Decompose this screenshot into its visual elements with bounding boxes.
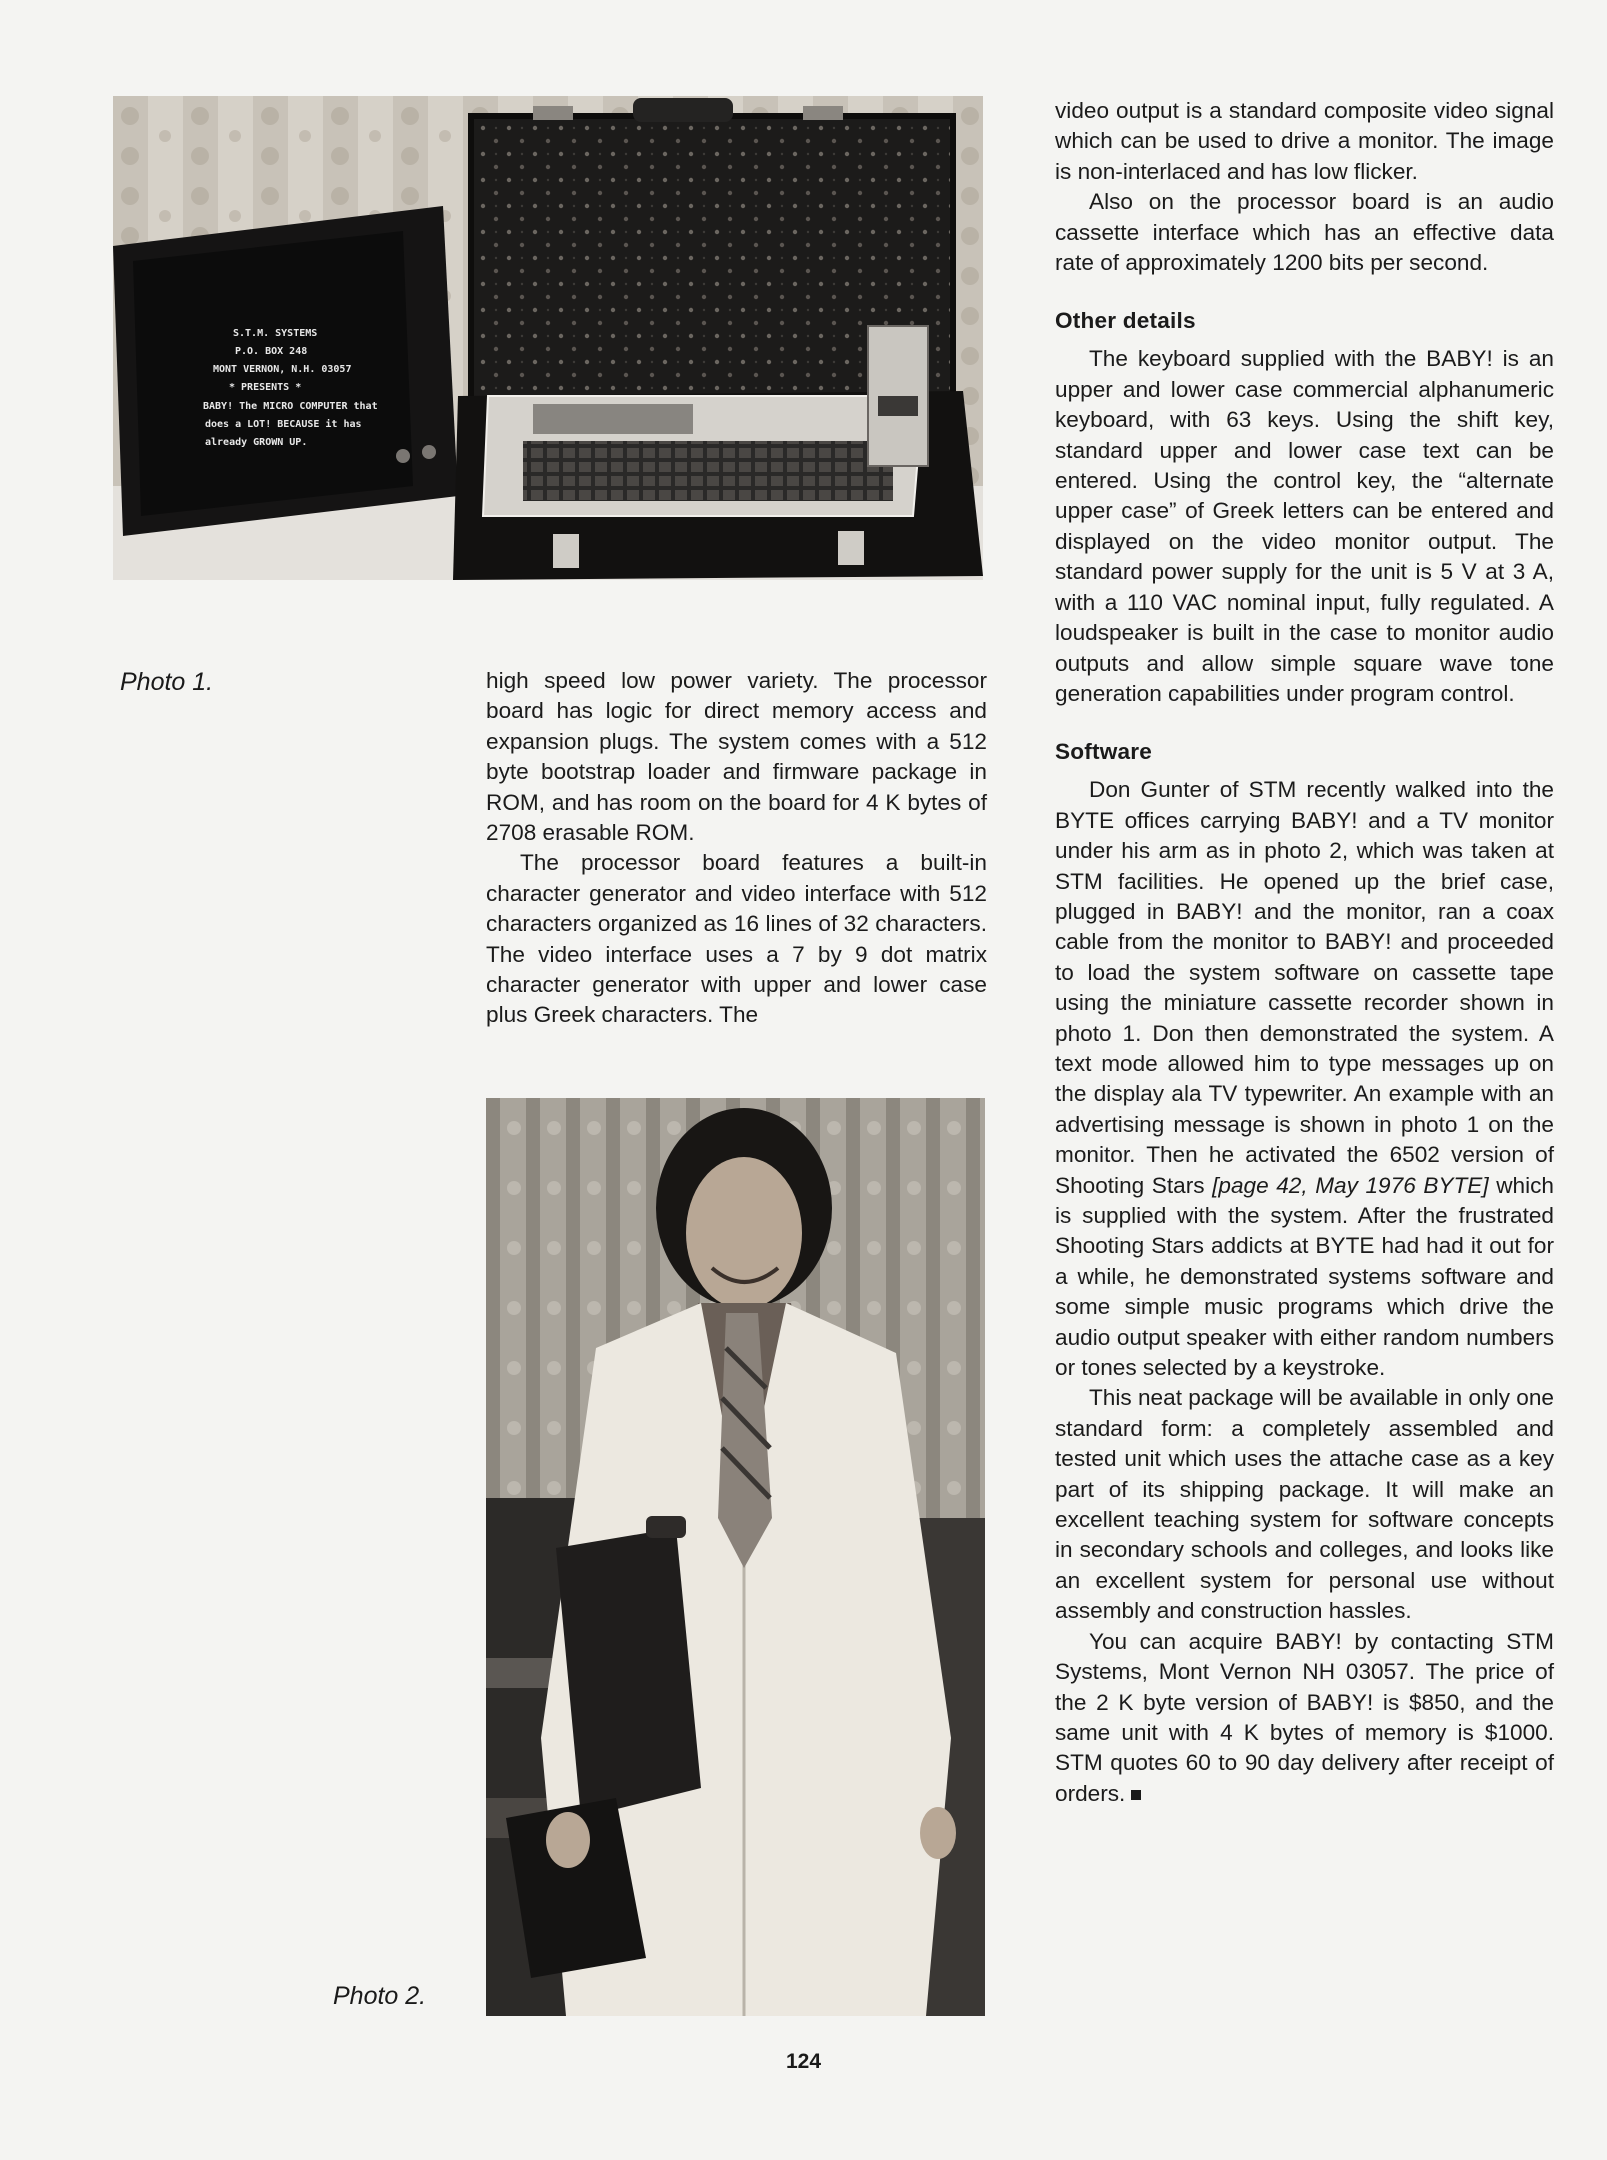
photo-1-caption: Photo 1. xyxy=(120,668,214,696)
screen-line: P.O. BOX 248 xyxy=(235,346,308,357)
paragraph: Also on the processor board is an audio cassette interface which has an effective data rate of approximately 1200 bits per second. xyxy=(1055,189,1554,276)
paragraph: The processor board features a built-in character generator and video interface with 512 characters organized as 16 lines of 32 characters. The video interface uses a 7 by 9 dot matrix character generator with upper and lower case plus Greek characters. The xyxy=(486,850,987,1028)
page-number: 124 xyxy=(785,2050,822,2073)
spacer xyxy=(1055,767,1554,775)
citation-reference: [page 42, May 1976 BYTE] xyxy=(1212,1172,1489,1198)
screen-line: already GROWN UP. xyxy=(205,437,308,448)
text-run: which is supplied with the system. After the frustrated Shooting Stars addicts at BYTE had had it out for a while, he demonstrated systems software and some simple music programs which drive the audio output speaker with either random numbers or tones selected by a keystroke. xyxy=(1055,1172,1554,1381)
section-heading-other-details: Other details xyxy=(1055,308,1196,334)
paragraph xyxy=(1055,1627,1554,1809)
photo-2-man-with-case xyxy=(486,1098,985,2016)
photo-1-image xyxy=(113,96,983,580)
paragraph xyxy=(1055,775,1554,1383)
screen-line: MONT VERNON, N.H. 03057 xyxy=(213,364,352,375)
screen-line: does a LOT! BECAUSE it has xyxy=(205,419,362,430)
paragraph: high speed low power variety. The processor board has logic for direct memory access and expansion plugs. The system comes with a 512 byte bootstrap loader and firmware package in ROM, and has room on the board for 4 K bytes of 2708 erasable ROM. xyxy=(486,668,987,846)
section-heading-software: Software xyxy=(1055,739,1153,765)
screen-line: BABY! The MICRO COMPUTER that xyxy=(203,401,378,412)
right-column xyxy=(1055,96,1554,1809)
spacer xyxy=(1055,336,1554,344)
text-run: Don Gunter of STM recently walked into the BYTE offices carrying BABY! and a TV monitor under his arm as in photo 2, which was taken at STM facilities. He opened up the brief case, plugged in BABY! and the monitor, ran a coax cable from the monitor to BABY! and proceeded to load the system software on cassette tape using the miniature cassette recorder shown in photo 1. Don then demonstrated the system. A text mode allowed him to type messages up on the display ala TV typewriter. An example with an advertising message is shown in photo 1 on the monitor. Then he activated the 6502 version of Shooting Stars xyxy=(1055,777,1554,1198)
paragraph: The keyboard supplied with the BABY! is an upper and lower case commercial alphanumeric keyboard, with 63 keys. Using the shift key, standard upper and lower case text can be entered. Using the control key, the “alternate upper case” of Greek letters can be entered and displayed on the video monitor output. The standard power supply for the unit is 5 V at 3 A, with a 110 VAC nominal input, fully regulated. A loudspeaker is built in the case to monitor audio outputs and allow simple square wave tone generation capabilities under program control. xyxy=(1055,346,1554,706)
paragraph: video output is a standard composite video signal which can be used to drive a monitor. The image is non-interlaced and has low flicker. xyxy=(1055,98,1554,184)
paragraph: This neat package will be available in only one standard form: a completely assembled and tested unit which uses the attache case as a key part of its shipping package. It will make an excellent teaching system for software concepts in secondary schools and colleges, and looks like an excellent system for personal use without assembly and construction hassles. xyxy=(1055,1385,1554,1624)
photo-2-image xyxy=(486,1098,985,2016)
screen-line: S.T.M. SYSTEMS xyxy=(233,328,318,339)
photo-1-computer-and-monitor xyxy=(113,96,983,580)
spacer xyxy=(1055,278,1554,306)
spacer xyxy=(1055,709,1554,737)
middle-column xyxy=(486,666,987,1031)
screen-line: * PRESENTS * xyxy=(229,382,302,393)
photo-2-caption: Photo 2. xyxy=(333,1982,427,2010)
end-of-article-mark xyxy=(1131,1790,1141,1800)
text-run: You can acquire BABY! by contacting STM Systems, Mont Vernon NH 03057. The price of the 2 K byte version of BABY! is $850, and the same unit with 4 K bytes of memory is $1000. STM quotes 60 to 90 day delivery after receipt of orders. xyxy=(1055,1628,1554,1806)
